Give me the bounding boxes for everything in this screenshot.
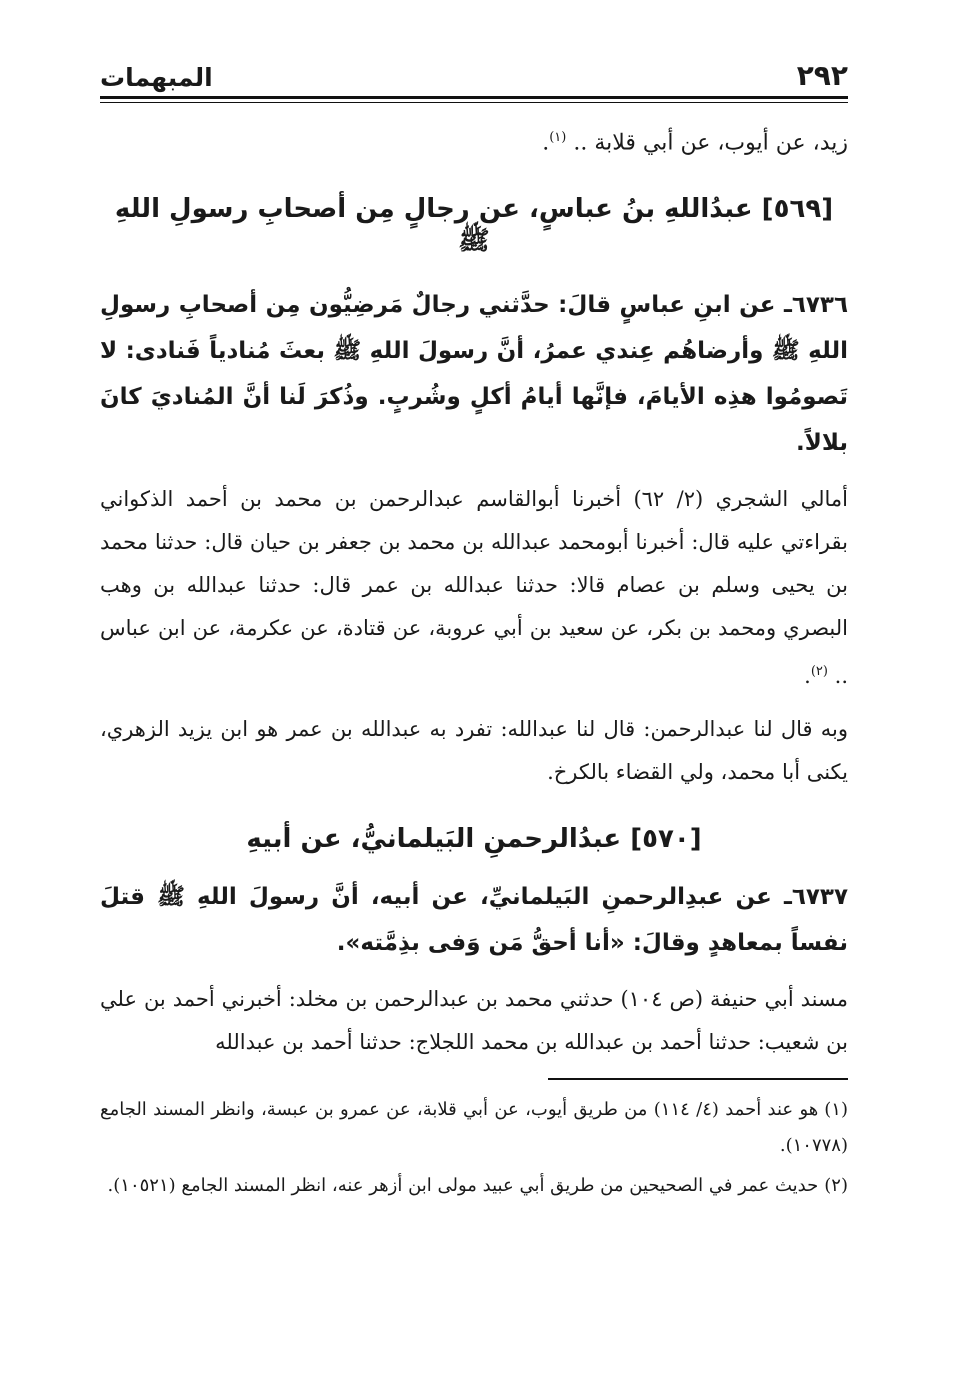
header-rule xyxy=(100,96,848,103)
page-number: ٢٩٢ xyxy=(796,59,848,92)
footnote-text-1: هو عند أحمد (٤/ ١١٤) من طريق أيوب، عن أبي قلابة، عن عمرو بن عبسة، وانظر المسند الجامع (١٠٧٧٨). xyxy=(100,1099,848,1157)
footnote-ref-1[interactable]: (١) xyxy=(549,130,567,145)
book-page xyxy=(100,52,848,1208)
chapter-heading-569: [٥٦٩] عبدُاللهِ بنُ عباسٍ، عن رجالٍ مِن أصحابِ رسولِ اللهِ ﷺ xyxy=(114,194,834,257)
footnote-1 xyxy=(100,1092,848,1164)
source-paragraph-569 xyxy=(100,478,848,698)
running-head xyxy=(100,52,848,92)
footnote-text-2: حديث عمر في الصحيحين من طريق أبي عبيد مولى ابن أزهر عنه، انظر المسند الجامع (١٠٥٢١). xyxy=(107,1175,819,1197)
footnote-mark-1: (١) xyxy=(824,1099,848,1121)
source-end-569: . xyxy=(804,664,811,689)
source-text-569: أمالي الشجري (٢/ ٦٢) أخبرنا أبوالقاسم عبدالرحمن بن محمد بن أحمد الذكواني بقراءتي عليه قال: أخبرنا أبومحمد عبدالله بن محمد بن جعفر بن حيان قال: حدثنا محمد بن يحيى وسلم بن عصام قالا: حدثنا عبدالله بن عمر قال: حدثنا عبدالله بن وهب البصري ومحمد بن بكر، عن سعيد بن أبي عروبة، عن قتادة، عن عكرمة، عن ابن عباس .. xyxy=(100,487,848,689)
running-title: المبهمات xyxy=(100,63,213,92)
source-paragraph-570: مسند أبي حنيفة (ص ١٠٤) حدثني محمد بن عبدالرحمن بن مخلد: أخبرني أحمد بن علي بن شعيب: حدثنا أحمد بن عبدالله بن محمد اللجلاج: حدثنا أحمد بن عبدالله xyxy=(100,987,848,1055)
hadith-6737: ٦٧٣٧ـ عن عبدِالرحمنِ البَيلمانيِّ، عن أبيه، أنَّ رسولَ اللهِ ﷺ قتلَ نفساً بمعاهدٍ وقالَ: «أنا أحقُّ مَن وَفى بذِمَّته». xyxy=(100,884,848,957)
footnote-2 xyxy=(100,1168,848,1204)
carry-over-end: . xyxy=(542,130,550,156)
footnote-rule xyxy=(548,1078,848,1080)
footnote-mark-2: (٢) xyxy=(824,1175,848,1197)
footnote-ref-2[interactable]: (٢) xyxy=(810,664,828,680)
hadith-6736: ٦٧٣٦ـ عن ابنِ عباسٍ قالَ: حدَّثني رجالٌ مَرضِيُّون مِن أصحابِ رسولِ اللهِ ﷺ وأرضاهُم عِندي عمرُ، أنَّ رسولَ اللهِ ﷺ بعثَ مُنادياً فَنادى: لا تَصومُوا هذِه الأيامَ، فإنَّها أيامُ أكلٍ وشُربٍ. وذُكرَ لَنا أنَّ المُناديَ كانَ بلالاً. xyxy=(100,292,848,457)
carry-over-paragraph xyxy=(100,117,848,164)
carry-over-text: زيد، عن أيوب، عن أبي قلابة .. xyxy=(566,130,848,156)
note-paragraph-569: وبه قال لنا عبدالرحمن: قال لنا عبدالله: تفرد به عبدالله بن عمر هو ابن يزيد الزهري، يكنى أبا محمد، ولي القضاء بالكرخ. xyxy=(100,717,848,785)
chapter-heading-570: [٥٧٠] عبدُالرحمنِ البَيلمانيُّ، عن أبيهِ xyxy=(246,824,702,855)
